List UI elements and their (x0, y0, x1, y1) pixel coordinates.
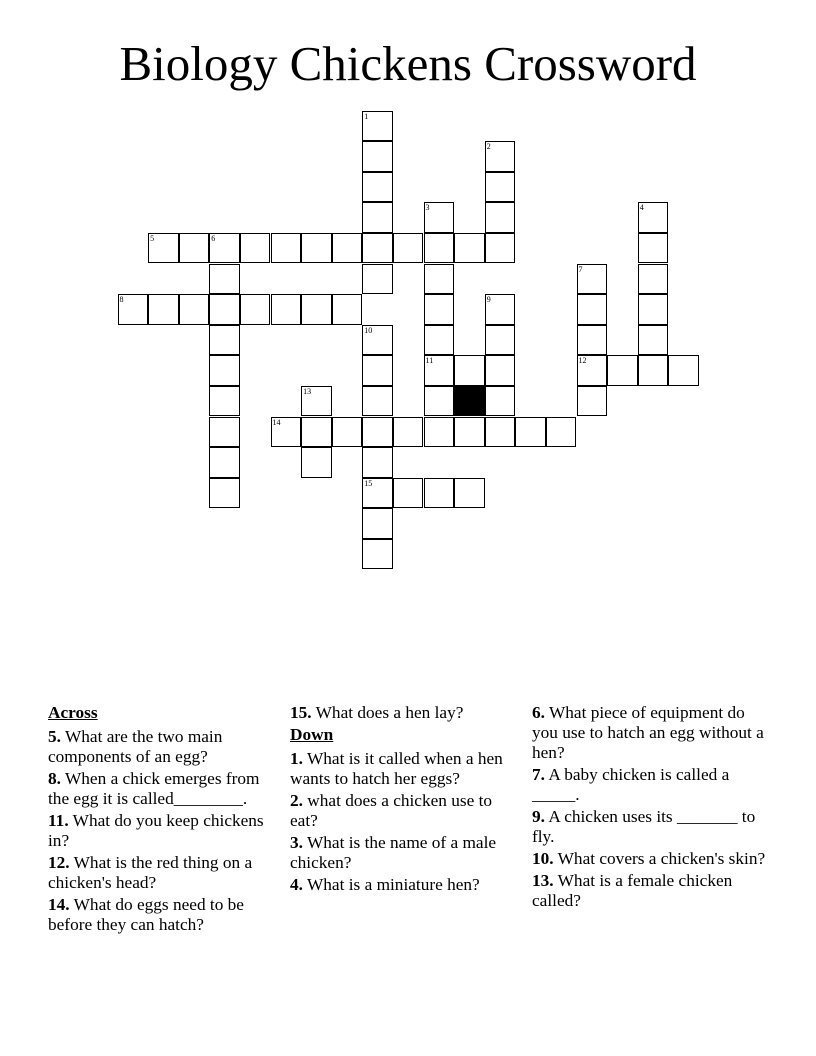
clue-text: What does a hen lay? (315, 703, 464, 722)
grid-cell[interactable] (148, 233, 179, 264)
clue-down-6 (532, 703, 772, 763)
clue-number: 6. (532, 703, 545, 722)
clue-down-4 (290, 875, 515, 895)
grid-cell[interactable] (424, 264, 455, 295)
clue-text: What do eggs need to be before they can hatch? (48, 895, 244, 934)
clue-down-3 (290, 833, 515, 873)
grid-cell[interactable] (485, 294, 516, 325)
clue-text: When a chick emerges from the egg it is called________. (48, 769, 260, 808)
cell-number: 8 (119, 295, 124, 305)
grid-cell[interactable] (607, 355, 638, 386)
clue-down-2 (290, 791, 515, 831)
grid-cell[interactable] (271, 417, 302, 448)
cell-number: 14 (272, 417, 281, 427)
grid-cell[interactable] (485, 141, 516, 172)
grid-cell[interactable] (301, 294, 332, 325)
grid-cell[interactable] (362, 508, 393, 539)
grid-cell[interactable] (638, 294, 669, 325)
clue-number: 14. (48, 895, 70, 914)
grid-cell[interactable] (485, 325, 516, 356)
grid-cell[interactable] (271, 294, 302, 325)
grid-cell[interactable] (638, 355, 669, 386)
grid-cell[interactable] (668, 355, 699, 386)
grid-cell[interactable] (454, 233, 485, 264)
clue-number: 15. (290, 703, 312, 722)
puzzle-title: Biology Chickens Crossword (119, 36, 697, 91)
clue-across-11 (48, 811, 273, 851)
grid-cell[interactable] (209, 264, 240, 295)
clue-number: 8. (48, 769, 61, 788)
grid-cell[interactable] (362, 141, 393, 172)
black-square (454, 386, 485, 417)
grid-cell[interactable] (332, 417, 363, 448)
grid-cell[interactable] (638, 233, 669, 264)
clue-text: A chicken uses its _______ to fly. (532, 807, 756, 846)
grid-cell[interactable] (209, 233, 240, 264)
grid-cell[interactable] (362, 539, 393, 570)
grid-cell[interactable] (362, 447, 393, 478)
grid-cell[interactable] (118, 294, 149, 325)
clue-number: 7. (532, 765, 545, 784)
cell-number: 7 (578, 264, 583, 274)
grid-cell[interactable] (209, 386, 240, 417)
cell-number: 4 (639, 203, 644, 213)
grid-cell[interactable] (362, 386, 393, 417)
clue-text: What is a miniature hen? (306, 875, 480, 894)
clue-across-8 (48, 769, 273, 809)
grid-cell[interactable] (454, 478, 485, 509)
clue-column-1 (48, 703, 273, 937)
grid-cell[interactable] (577, 355, 608, 386)
cell-number: 12 (578, 356, 587, 366)
clue-across-15 (290, 703, 515, 723)
clue-text: What is the red thing on a chicken's head? (48, 853, 253, 892)
clue-number: 5. (48, 727, 61, 746)
grid-cell[interactable] (362, 355, 393, 386)
cell-number: 2 (486, 142, 491, 152)
cell-number: 1 (364, 111, 369, 121)
grid-cell[interactable] (424, 355, 455, 386)
clue-number: 4. (290, 875, 303, 894)
clue-number: 2. (290, 791, 303, 810)
cell-number: 15 (364, 478, 373, 488)
clue-number: 13. (532, 871, 554, 890)
grid-cell[interactable] (209, 447, 240, 478)
grid-cell[interactable] (454, 355, 485, 386)
across-heading: Across (48, 703, 98, 722)
grid-cell[interactable] (362, 111, 393, 142)
grid-cell[interactable] (240, 233, 271, 264)
grid-cell[interactable] (638, 325, 669, 356)
clue-down-7 (532, 765, 772, 805)
clue-text: What is the name of a male chicken? (290, 833, 497, 872)
cell-number: 3 (425, 203, 430, 213)
cell-number: 10 (364, 325, 373, 335)
clue-number: 11. (48, 811, 69, 830)
cell-number: 6 (211, 233, 216, 243)
grid-cell[interactable] (393, 233, 424, 264)
grid-cell[interactable] (362, 264, 393, 295)
grid-cell[interactable] (209, 355, 240, 386)
grid-cell[interactable] (332, 233, 363, 264)
grid-cell[interactable] (393, 417, 424, 448)
clue-column-3 (532, 703, 772, 913)
grid-cell[interactable] (638, 202, 669, 233)
clue-text: what does a chicken use to eat? (290, 791, 493, 830)
clue-column-2 (290, 703, 515, 897)
grid-cell[interactable] (209, 417, 240, 448)
grid-cell[interactable] (424, 202, 455, 233)
cell-number: 9 (486, 295, 491, 305)
grid-cell[interactable] (362, 172, 393, 203)
grid-cell[interactable] (577, 325, 608, 356)
clue-text: What piece of equipment do you use to hatch an egg without a hen? (532, 703, 764, 762)
clue-number: 3. (290, 833, 303, 852)
grid-cell[interactable] (577, 386, 608, 417)
grid-cell[interactable] (179, 294, 210, 325)
grid-cell[interactable] (515, 417, 546, 448)
grid-cell[interactable] (301, 447, 332, 478)
grid-cell[interactable] (424, 294, 455, 325)
grid-cell[interactable] (424, 478, 455, 509)
grid-cell[interactable] (362, 478, 393, 509)
grid-cell[interactable] (424, 233, 455, 264)
cell-number: 11 (425, 356, 434, 366)
grid-cell[interactable] (485, 202, 516, 233)
grid-cell[interactable] (638, 264, 669, 295)
grid-cell[interactable] (577, 264, 608, 295)
clue-text: What is a female chicken called? (532, 871, 733, 910)
clue-down-10 (532, 849, 772, 869)
grid-cell[interactable] (362, 202, 393, 233)
grid-cell[interactable] (454, 417, 485, 448)
grid-cell[interactable] (485, 233, 516, 264)
grid-cell[interactable] (424, 386, 455, 417)
grid-cell[interactable] (148, 294, 179, 325)
grid-cell[interactable] (362, 325, 393, 356)
grid-cell[interactable] (362, 233, 393, 264)
grid-cell[interactable] (424, 325, 455, 356)
clue-text: A baby chicken is called a _____. (532, 765, 730, 804)
clue-text: What do you keep chickens in? (48, 811, 264, 850)
clue-across-14 (48, 895, 273, 935)
clue-down-13 (532, 871, 772, 911)
clue-text: What is it called when a hen wants to hatch her eggs? (290, 749, 503, 788)
clue-number: 12. (48, 853, 70, 872)
grid-cell[interactable] (209, 325, 240, 356)
grid-cell[interactable] (485, 417, 516, 448)
clue-across-12 (48, 853, 273, 893)
grid-cell[interactable] (546, 417, 577, 448)
cell-number: 13 (303, 386, 312, 396)
clue-text: What covers a chicken's skin? (557, 849, 766, 868)
grid-cell[interactable] (332, 294, 363, 325)
grid-cell[interactable] (424, 417, 455, 448)
clue-number: 1. (290, 749, 303, 768)
clue-down-1 (290, 749, 515, 789)
clue-text: What are the two main components of an egg? (48, 727, 223, 766)
grid-cell[interactable] (271, 233, 302, 264)
grid-cell[interactable] (577, 294, 608, 325)
clue-across-5 (48, 727, 273, 767)
grid-cell[interactable] (301, 233, 332, 264)
cell-number: 5 (150, 233, 155, 243)
clue-number: 9. (532, 807, 545, 826)
grid-cell[interactable] (393, 478, 424, 509)
clue-down-9 (532, 807, 772, 847)
grid-cell[interactable] (485, 355, 516, 386)
grid-cell[interactable] (209, 294, 240, 325)
clue-number: 10. (532, 849, 554, 868)
grid-cell[interactable] (301, 386, 332, 417)
grid-cell[interactable] (179, 233, 210, 264)
grid-cell[interactable] (485, 172, 516, 203)
grid-cell[interactable] (209, 478, 240, 509)
grid-cell[interactable] (240, 294, 271, 325)
grid-cell[interactable] (301, 417, 332, 448)
grid-cell[interactable] (485, 386, 516, 417)
down-heading: Down (290, 725, 334, 744)
grid-cell[interactable] (362, 417, 393, 448)
